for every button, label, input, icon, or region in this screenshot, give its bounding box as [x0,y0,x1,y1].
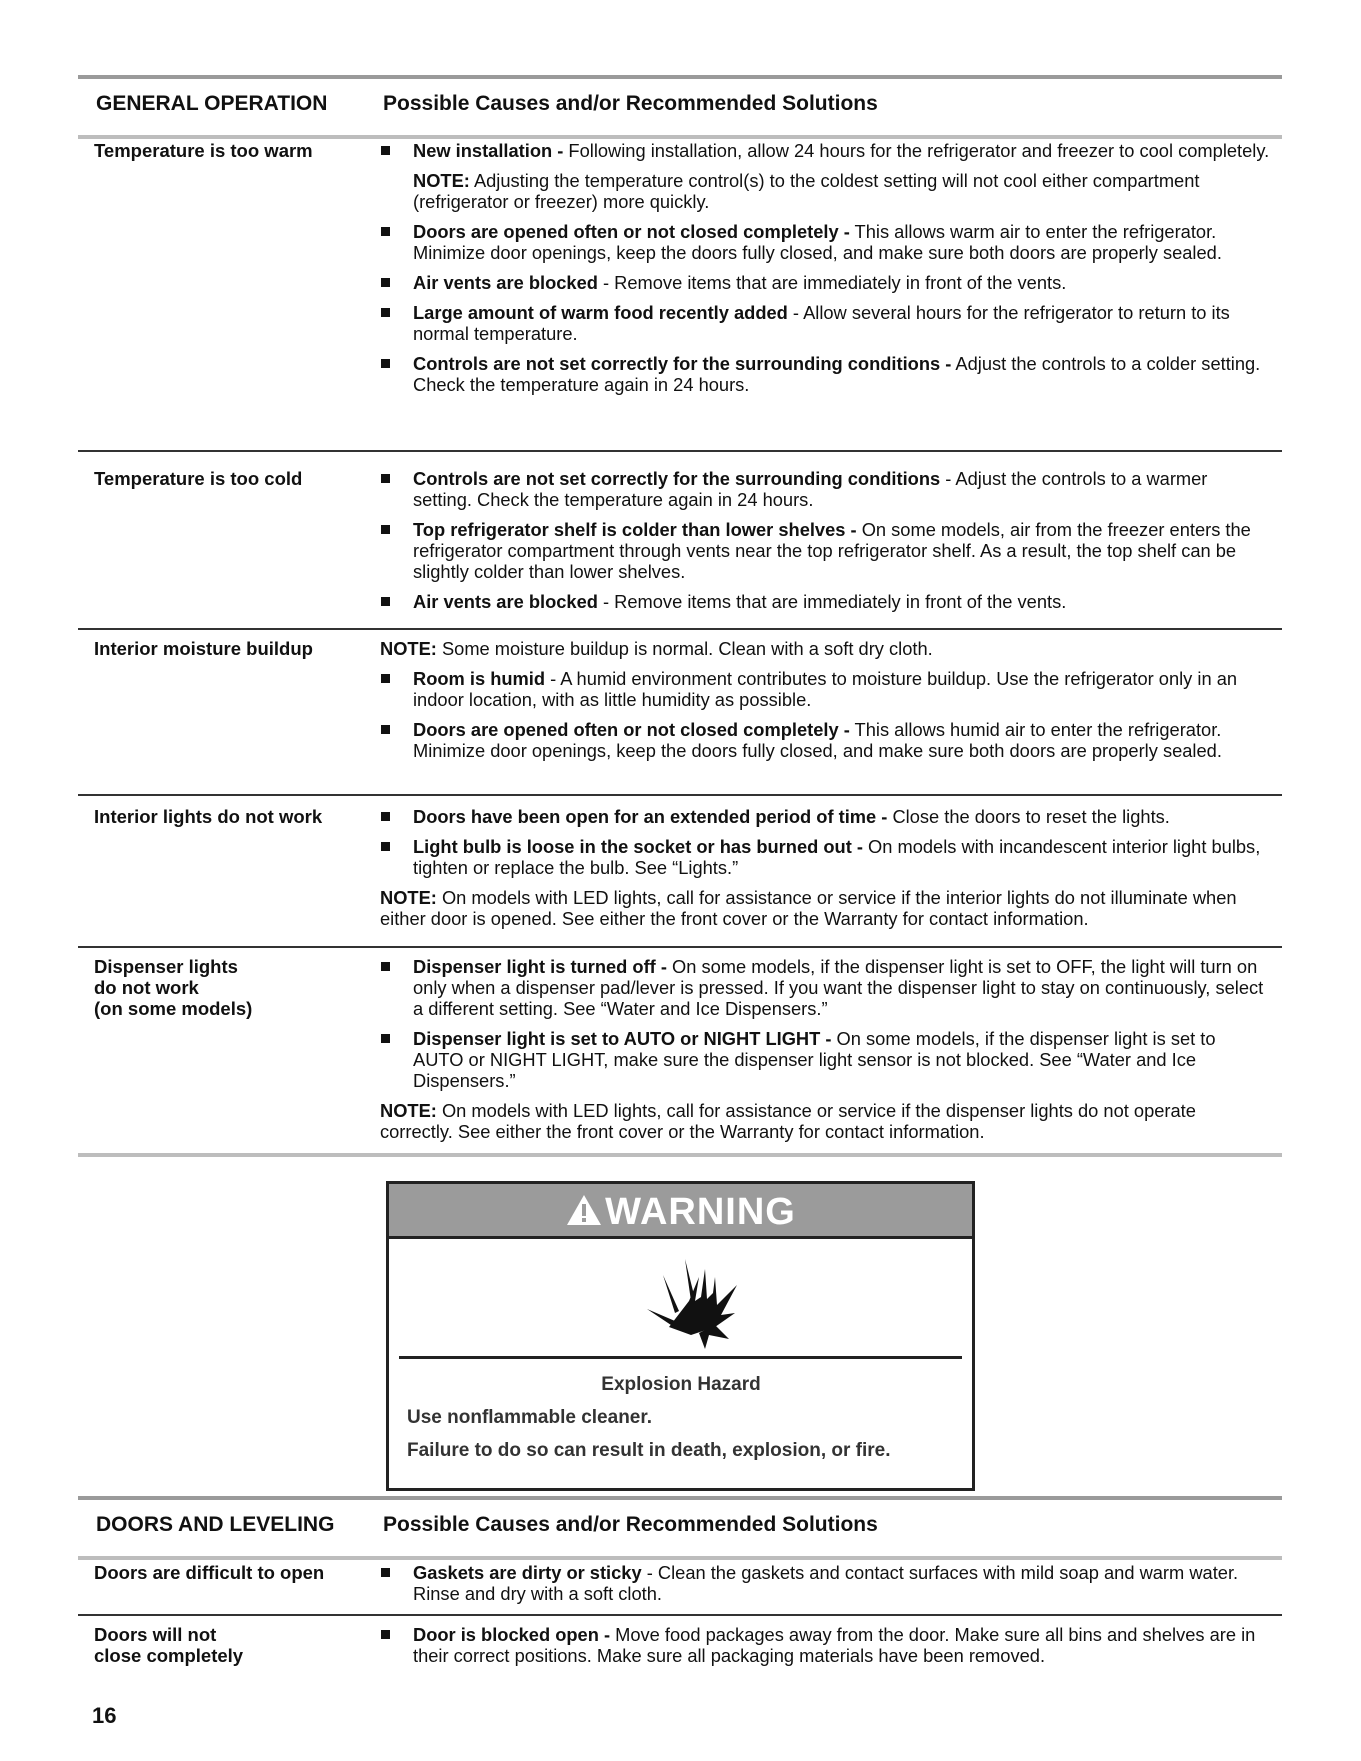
row-temperature-too-cold [78,460,1282,630]
bullet-icon [381,1034,390,1043]
warning-box [386,1181,975,1491]
note: NOTE: On models with LED lights, call for assistance or service if the dispenser lights do not operate correctly. See either the front cover or the Warranty for contact information. [380,1100,1196,1142]
solutions [380,1562,1270,1613]
doors-leveling-header [78,1496,1282,1560]
bullet-icon [381,474,390,483]
warning-triangle-icon [565,1193,603,1227]
solutions [380,1624,1270,1675]
note: NOTE: On models with LED lights, call for assistance or service if the interior lights do not illuminate when either door is opened. See either the front cover or the Warranty for contact information. [380,887,1237,929]
problem-label: Temperature is too cold [94,468,303,489]
row-interior-lights [78,794,1282,948]
note: NOTE: Adjusting the temperature control(s) to the coldest setting will not cool either compartment (refrigerator or freezer) more quickly. [413,170,1200,212]
hazard-symbol-area [399,1239,962,1359]
list-item: Controls are not set correctly for the surrounding conditions - Adjust the controls to a colder setting. Check the temperature again in 24 hours. [380,353,1270,395]
problem-label: Dispenser lights do not work (on some models) [94,956,253,1019]
bullet-icon [381,1630,390,1639]
solutions [380,638,1270,770]
solutions [380,468,1270,621]
warning-title-band [389,1184,972,1239]
list-item: Door is blocked open - Move food packages away from the door. Make sure all bins and shelves are in their correct positions. Make sure all packaging materials have been removed. [380,1624,1270,1666]
bullet-icon [381,812,390,821]
row-temperature-too-warm [78,132,1282,452]
row-dispenser-lights [78,946,1282,1152]
problem-label: Doors will not close completely [94,1624,244,1666]
column-title: Possible Causes and/or Recommended Solutions [383,92,878,115]
section-divider [78,1153,1282,1157]
list-item: Light bulb is loose in the socket or has burned out - On models with incandescent interior light bulbs, tighten or replace the bulb. See “Lights.” [380,836,1270,878]
bullet-icon [381,308,390,317]
list-item: Air vents are blocked - Remove items that are immediately in front of the vents. [380,591,1270,612]
row-doors-will-not-close [78,1614,1282,1676]
problem-label: Doors are difficult to open [94,1562,325,1583]
list-item: New installation - Following installation, allow 24 hours for the refrigerator and freezer to cool completely. [380,140,1270,161]
list-item: Gaskets are dirty or sticky - Clean the gaskets and contact surfaces with mild soap and warm water. Rinse and dry with a soft cloth. [380,1562,1270,1604]
note: NOTE: Some moisture buildup is normal. Clean with a soft dry cloth. [380,638,933,659]
bullet-icon [381,842,390,851]
list-item: Dispenser light is turned off - On some models, if the dispenser light is set to OFF, the light will turn on only when a dispenser pad/lever is pressed. If you want the dispenser light to stay on continuously, select a different setting. See “Water and Ice Dispensers.” [380,956,1270,1019]
list-item: Air vents are blocked - Remove items that are immediately in front of the vents. [380,272,1270,293]
problem-label: Interior lights do not work [94,806,323,827]
list-item: Large amount of warm food recently added - Allow several hours for the refrigerator to return to its normal temperature. [380,302,1270,344]
list-item: Doors are opened often or not closed completely - This allows humid air to enter the refrigerator. Minimize door openings, keep the doors fully closed, and make sure both doors are properly sealed. [380,719,1270,761]
bullet-icon [381,597,390,606]
general-operation-header [78,75,1282,139]
section-title: DOORS AND LEVELING [96,1513,335,1536]
list-item: Dispenser light is set to AUTO or NIGHT LIGHT - On some models, if the dispenser light is set to AUTO or NIGHT LIGHT, make sure the dispenser light sensor is not blocked. See “Water and Ice Dispensers.” [380,1028,1270,1091]
list-item: Top refrigerator shelf is colder than lower shelves - On some models, air from the freezer enters the refrigerator compartment through vents near the top refrigerator shelf. As a result, the top shelf can be slightly colder than lower shelves. [380,519,1270,582]
list-item: Room is humid - A humid environment contributes to moisture buildup. Use the refrigerator only in an indoor location, with as little humidity as possible. [380,668,1270,710]
bullet-icon [381,725,390,734]
row-doors-difficult-to-open [78,1554,1282,1616]
bullet-icon [381,962,390,971]
solutions [380,140,1270,404]
list-item: Controls are not set correctly for the surrounding conditions - Adjust the controls to a warmer setting. Check the temperature again in 24 hours. [380,468,1270,510]
list-item: Doors are opened often or not closed completely - This allows warm air to enter the refrigerator. Minimize door openings, keep the doors fully closed, and make sure both doors are properly sealed. [380,221,1270,263]
bullet-icon [381,1568,390,1577]
section-title: GENERAL OPERATION [96,92,328,115]
row-interior-moisture-buildup [78,628,1282,796]
solutions [380,806,1270,938]
problem-label: Temperature is too warm [94,140,313,161]
solutions [380,956,1270,1151]
bullet-icon [381,278,390,287]
warning-line: Use nonflammable cleaner. [407,1407,652,1428]
bullet-icon [381,674,390,683]
explosion-icon [399,1239,962,1356]
bullet-icon [381,525,390,534]
bullet-icon [381,146,390,155]
list-item: Doors have been open for an extended period of time - Close the doors to reset the lights. [380,806,1270,827]
bullet-icon [381,227,390,236]
warning-message [407,1374,955,1473]
page-number: 16 [92,1703,117,1728]
hazard-title: Explosion Hazard [601,1374,761,1395]
problem-label: Interior moisture buildup [94,638,313,659]
warning-title: WARNING [389,1191,972,1234]
warning-line: Failure to do so can result in death, explosion, or fire. [407,1440,891,1461]
bullet-icon [381,359,390,368]
column-title: Possible Causes and/or Recommended Solutions [383,1513,878,1536]
